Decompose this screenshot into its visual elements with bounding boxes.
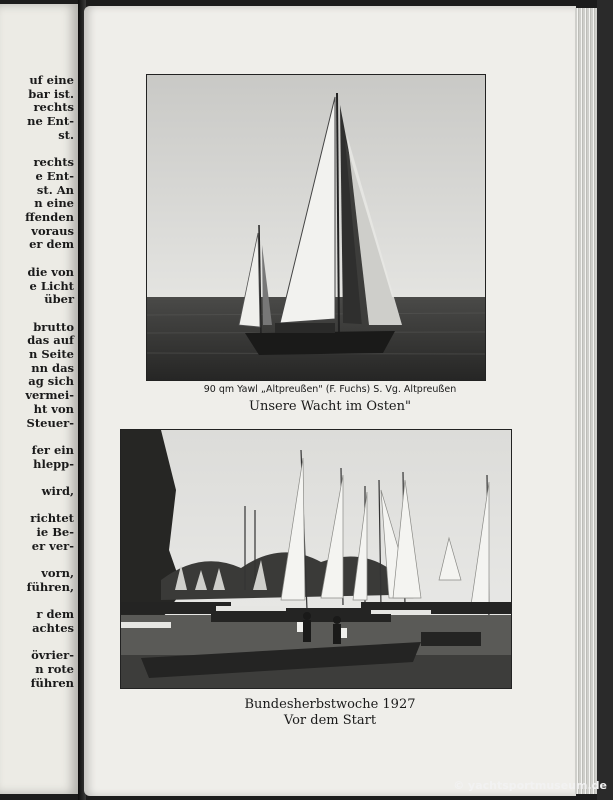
photo-regatta-start [120, 429, 512, 689]
left-page-text-line: n rote [35, 662, 74, 677]
left-page-text-line: fer ein [31, 442, 74, 457]
left-page-text-line: st. An [36, 182, 74, 197]
left-page-text-line: die von [27, 264, 74, 279]
left-page-text-line: r dem [36, 607, 74, 622]
left-page-text-line: achtes [32, 621, 74, 635]
left-page-text-line: voraus [31, 223, 74, 238]
photo1-caption-line2: Unsere Wacht im Osten" [249, 399, 411, 414]
left-page-text-line: ne Ent- [27, 114, 74, 129]
photo1-caption-line1: 90 qm Yawl „Altpreußen" (F. Fuchs) S. Vg. Altpreußen [203, 384, 457, 395]
left-page-text-line: bar ist. [28, 86, 74, 101]
left-page-text-line: st. [58, 127, 74, 142]
left-page-text-line: wird, [41, 484, 74, 498]
left-page-text-line: ffenden [25, 210, 74, 224]
left-page-text-line: rechts [33, 155, 74, 170]
book-cover-edge [597, 0, 613, 800]
left-page-text-line: hlepp- [33, 456, 74, 471]
page-edges [575, 8, 597, 794]
left-page-text-line: das auf [27, 333, 74, 348]
left-page-text-line: ie Be- [36, 525, 74, 540]
left-page-text-line: uf eine [29, 73, 74, 87]
photo-yawl-altpreussen [146, 74, 486, 381]
left-page-text-line: rechts [33, 100, 74, 115]
left-page-text-line: er dem [29, 237, 74, 252]
left-page-text-line: brutto [33, 319, 74, 334]
left-page-text-line: n Seite [29, 347, 74, 361]
left-page-text-line: e Ent- [35, 168, 74, 183]
left-page [0, 4, 78, 794]
left-page-text-line: vorn, [41, 566, 74, 581]
left-page-text-line: führen [30, 675, 74, 690]
left-page-text-line: nn das [31, 360, 74, 375]
left-page-text-line: n eine [34, 196, 74, 211]
photo2-caption-line2: Vor dem Start [283, 713, 377, 728]
left-page-text-line: er ver- [31, 538, 74, 553]
copyright-watermark: © yachtsportmuseum.de [453, 779, 607, 792]
left-page-text-line: führen, [26, 579, 74, 594]
left-page-text-line: ag sich [28, 374, 74, 389]
left-page-text-line: övrier- [31, 648, 74, 663]
left-page-text-line: vermei- [25, 388, 74, 403]
left-page-text-line: e Licht [29, 278, 74, 293]
left-page-text-line: über [44, 292, 74, 307]
left-page-text-line: richtet [30, 511, 74, 526]
left-page-text-line: Steuer- [26, 415, 74, 430]
photo2-caption-line1: Bundesherbstwoche 1927 [244, 697, 416, 712]
left-page-text-line: ht von [33, 401, 74, 416]
